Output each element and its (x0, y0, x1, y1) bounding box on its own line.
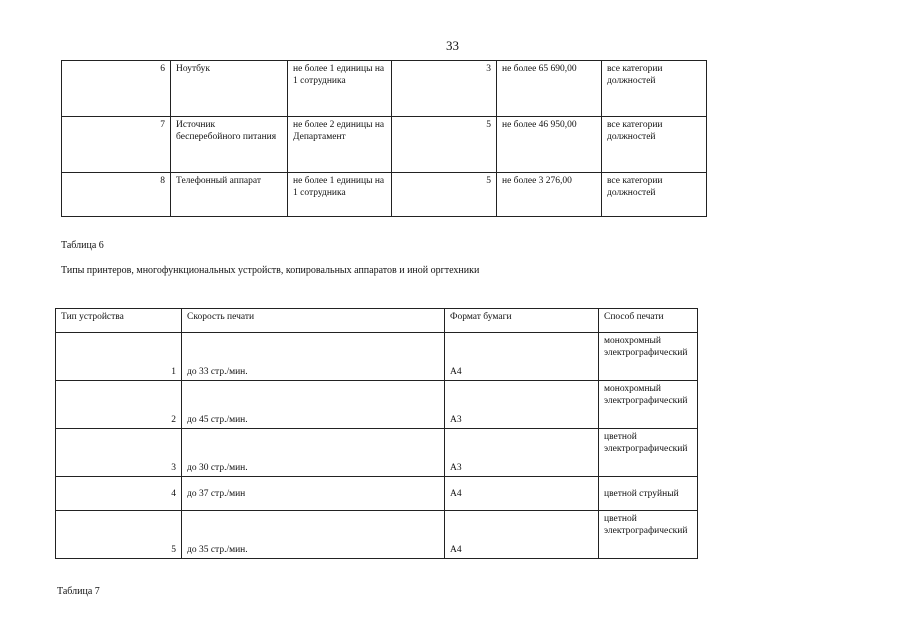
paper-format: А4 (445, 477, 599, 511)
page-number: 33 (446, 38, 459, 53)
table-row (56, 429, 698, 477)
print-method: цветной электрографический (599, 429, 698, 477)
table-row (56, 511, 698, 559)
paper-format: А4 (445, 333, 599, 381)
item-category: все категории должностей (602, 117, 707, 173)
paper-format: А3 (445, 381, 599, 429)
print-speed: до 33 стр./мин. (182, 333, 445, 381)
printer-types-table (55, 308, 698, 559)
item-price: не более 65 690,00 (497, 61, 602, 117)
item-norm: не более 1 единицы на 1 сотрудника (288, 173, 392, 217)
column-header-device-type: Тип устройства (56, 309, 182, 333)
print-method: монохромный электрографический (599, 333, 698, 381)
column-header-print-method: Способ печати (599, 309, 698, 333)
print-speed: до 37 стр./мин (182, 477, 445, 511)
item-norm: не более 1 единицы на 1 сотрудника (288, 61, 392, 117)
table-6-subtitle: Типы принтеров, многофункциональных устройств, копировальных аппаратов и иной оргтехники (61, 265, 480, 276)
print-speed: до 35 стр./мин. (182, 511, 445, 559)
item-price: не более 3 276,00 (497, 173, 602, 217)
table-row (56, 381, 698, 429)
print-speed: до 30 стр./мин. (182, 429, 445, 477)
print-method: цветной электрографический (599, 511, 698, 559)
item-years: 5 (392, 117, 497, 173)
table-row (56, 333, 698, 381)
item-norm: не более 2 единицы на Департамент (288, 117, 392, 173)
item-name: Источник бесперебойного питания (171, 117, 288, 173)
item-name: Ноутбук (171, 61, 288, 117)
item-price: не более 46 950,00 (497, 117, 602, 173)
item-category: все категории должностей (602, 61, 707, 117)
print-speed: до 45 стр./мин. (182, 381, 445, 429)
item-years: 5 (392, 173, 497, 217)
row-number: 1 (56, 333, 182, 381)
table-row (56, 477, 698, 511)
row-number: 2 (56, 381, 182, 429)
row-number: 4 (56, 477, 182, 511)
row-number: 6 (62, 61, 171, 117)
table-7-caption: Таблица 7 (57, 586, 100, 597)
table-6-caption: Таблица 6 (61, 240, 104, 251)
row-number: 7 (62, 117, 171, 173)
item-name: Телефонный аппарат (171, 173, 288, 217)
table-header-row (56, 309, 698, 333)
item-category: все категории должностей (602, 173, 707, 217)
table-row (62, 61, 707, 117)
equipment-norms-table (61, 60, 707, 217)
table-row (62, 173, 707, 217)
item-years: 3 (392, 61, 497, 117)
column-header-print-speed: Скорость печати (182, 309, 445, 333)
column-header-paper-format: Формат бумаги (445, 309, 599, 333)
paper-format: А3 (445, 429, 599, 477)
row-number: 3 (56, 429, 182, 477)
row-number: 5 (56, 511, 182, 559)
table-row (62, 117, 707, 173)
row-number: 8 (62, 173, 171, 217)
print-method: цветной струйный (599, 477, 698, 511)
paper-format: А4 (445, 511, 599, 559)
print-method: монохромный электрографический (599, 381, 698, 429)
